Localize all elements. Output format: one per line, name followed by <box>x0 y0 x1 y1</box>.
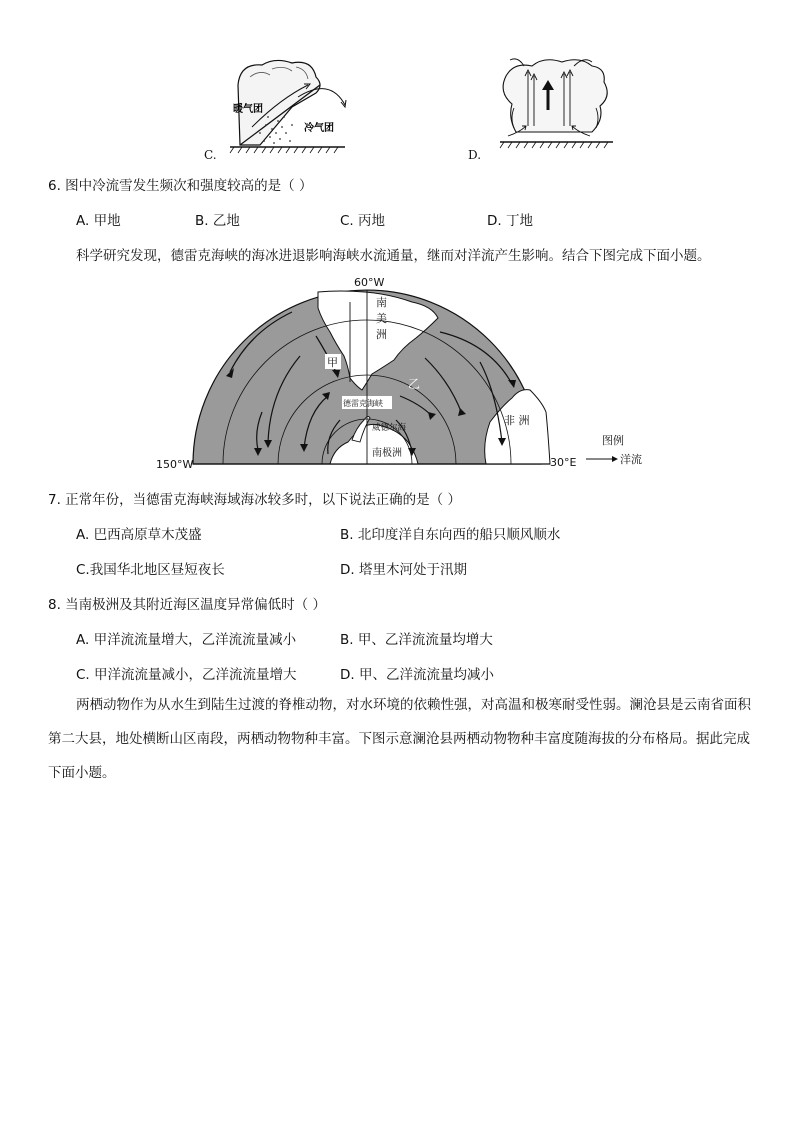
q7-option-d[interactable]: D. 塔里木河处于汛期 <box>340 562 467 578</box>
legend-item-current: 洋流 <box>620 453 642 466</box>
q6-option-c[interactable]: C. 丙地 <box>340 213 386 229</box>
figure-c <box>200 55 360 165</box>
figure-d-letter: D. <box>468 148 482 162</box>
weddell-sea-label: 威德尔海 <box>372 423 407 433</box>
question-7-stem: 7. 正常年份，当德雷克海峡海域海冰较多时，以下说法正确的是（ ） <box>48 492 461 508</box>
q8-option-b[interactable]: B. 甲、乙洋流流量均增大 <box>340 632 493 648</box>
south-america-char-2: 美 <box>376 312 387 325</box>
drake-passage-label: 德雷克海峡 <box>343 399 383 408</box>
legend-title: 图例 <box>602 434 624 447</box>
q6-option-b[interactable]: B. 乙地 <box>195 213 240 229</box>
q7-option-c[interactable]: C.我国华北地区昼短夜长 <box>76 562 225 578</box>
figure-d <box>488 52 628 164</box>
warm-air-label: 暖气团 <box>233 104 263 115</box>
antarctica-label: 南极洲 <box>372 448 402 459</box>
intro-paragraph-1: 科学研究发现，德雷克海峡的海冰进退影响海峡水流通量，继而对洋流产生影响。结合下图完成下面小题。 <box>76 248 711 264</box>
intro-paragraph-2: 两栖动物作为从水生到陆生过渡的脊椎动物，对水环境的依赖性强，对高温和极寒耐受性弱。澜沧县是云南省面积第二大县，地处横断山区南段，两栖动物物种丰富。下图示意澜沧县两栖动物物种丰富度随海拔的分布格局。据此完成下面小题。 <box>48 697 751 781</box>
lon-30e: 30°E <box>550 456 577 469</box>
current-jia-label: 甲 <box>327 356 338 369</box>
south-america-char-3: 洲 <box>376 328 387 341</box>
convection-diagram-d <box>488 52 628 164</box>
front-diagram-c <box>200 55 360 165</box>
cold-air-label: 冷气团 <box>304 123 334 134</box>
q7-option-a[interactable]: A. 巴西高原草木茂盛 <box>76 527 202 543</box>
q8-option-a[interactable]: A. 甲洋流流量增大，乙洋流流量减小 <box>76 632 297 648</box>
question-8-stem: 8. 当南极洲及其附近海区温度异常偏低时（ ） <box>48 597 326 613</box>
lon-150w: 150°W <box>156 458 194 471</box>
figure-c-letter: C. <box>204 148 217 162</box>
q8-option-d[interactable]: D. 甲、乙洋流流量均减小 <box>340 667 494 683</box>
q7-option-b[interactable]: B. 北印度洋自东向西的船只顺风顺水 <box>340 527 561 543</box>
current-yi-label: 乙 <box>408 377 421 391</box>
q6-option-d[interactable]: D. 丁地 <box>487 213 533 229</box>
q8-option-c[interactable]: C. 甲洋流流量减小，乙洋流流量增大 <box>76 667 297 683</box>
south-america-char-1: 南 <box>376 296 387 309</box>
q6-option-a[interactable]: A. 甲地 <box>76 213 121 229</box>
lon-60w: 60°W <box>354 276 385 289</box>
ocean-current-map <box>150 272 650 472</box>
question-6-stem: 6. 图中冷流雪发生频次和强度较高的是（ ） <box>48 178 313 194</box>
africa-label: 非 洲 <box>504 414 530 427</box>
